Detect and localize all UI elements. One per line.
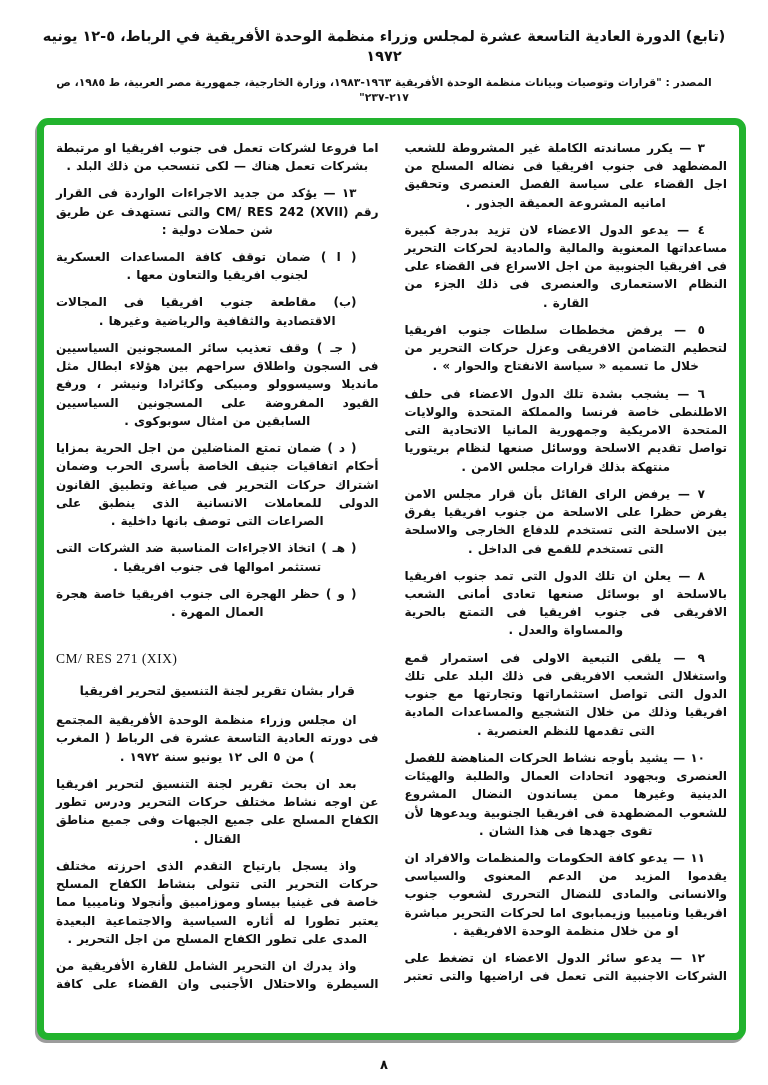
clause-8: ٨ — يعلن ان تلك الدول التى تمد جنوب افريقيا بالاسلحة او بوسائل صنعها تعادى أمانى الشعب الافريقى فى جنوب افريقيا فى التمتع بالحرية والمساواة والعدل .: [404, 568, 727, 638]
column-left: [56, 139, 379, 1017]
clause-10: ١٠ — يشيد بأوجه نشاط الحركات المناهضة للفصل العنصرى وبجهود اتحادات العمال والطلبة والهيئات الدينية وغيرها ممن يساندون النضال المشروع للشعوب المضطهدة فى افريقيا الجنوبية ويدعوها لأن تقوى جهدها فى هذا الشان .: [404, 750, 727, 838]
clause-13: ١٣ — يؤكد من جديد الاجراءات الواردة فى القرار رقم CM/ RES 242 (XVII) والتى تستهدف عن طريق شن حملات دولية :: [56, 186, 379, 237]
clause-11: ١١ — يدعو كافة الحكومات والمنظمات والافراد ان يقدموا المزيد من الدعم المعنوى والسياسى والانسانى والمادى للنضال التحررى لشعوب جنوب افريقيا وناميبيا وزيمبابوى اما لحركات التحرير مباشرة او من خلال منظمة الوحدة الافريقية .: [404, 851, 727, 938]
subclause-ha: ( هـ ) اتخاذ الاجراءات المناسبة ضد الشركات التى تستثمر اموالها فى جنوب افريقيا .: [56, 541, 357, 574]
session-title: (تابع) الدورة العادية التاسعة عشرة لمجلس وزراء منظمة الوحدة الأفريقية في الرباط، ٥-١٢ يونيه ١٩٧٢: [42, 29, 726, 66]
preamble-liberation-start: واذ يدرك ان التحرير الشامل للقارة الأفريقية من السيطرة والاحتلال الأجنبى وان القضاء على كافة: [56, 959, 379, 992]
page-footer: [0, 1054, 768, 1073]
clause-12-continuation: اما فروعا لشركات تعمل فى جنوب افريقيا او مرتبطة بشركات تعمل هناك — لكى تنسحب من ذلك البلد .: [56, 140, 379, 174]
preamble-council: ان مجلس وزراء منظمة الوحدة الأفريقية المجتمع فى دورته العادية التاسعة عشرة فى الرباط ( المغرب ) من ٥ الى ١٢ يونيو سنة ١٩٧٢ .: [56, 713, 379, 764]
clause-12-start: ١٢ — يدعو سائر الدول الاعضاء ان تضغط على الشركات الاجنبية التى تعمل فى اراضيها والتى تعتبر: [404, 951, 727, 984]
subclause-waw: ( و ) حظر الهجرة الى جنوب افريقيا خاصة هجرة العمال المهرة .: [56, 586, 357, 619]
clause-6: ٦ — يشجب بشدة تلك الدول الاعضاء فى حلف الاطلنطى خاصة فرنسا والمملكة المتحدة والولايات المتحدة الامريكية وجمهورية المانيا الاتحادية التى تواصل تقديم الاسلحة ووسائل صنعها لنظام بريتوريا منتهكة بذلك قرارات مجلس الامن .: [404, 386, 727, 474]
resolution-frame: [37, 118, 746, 1040]
clause-9: ٩ — يلقى التبعية الاولى فى استمرار قمع واستغلال الشعب الافريقى فى ذلك البلد على تلك الدول التى تواصل استثماراتها وتجارتها مع جنوب افريقيا وذلك من خلال التشجيع والمساعدات المادية التى تقدمها للنظم العنصرية .: [404, 650, 727, 738]
clause-7: ٧ — يرفض الراى القائل بأن قرار مجلس الامن يفرض حظرا على الاسلحة من جنوب افريقيا يفرق بين الاسلحة التى تستخدم للدفاع الخارجى والاسلحة التى تستخدم للقمع فى الداخل .: [404, 486, 727, 556]
resolution-code: CM/ RES 271 (XIX): [56, 651, 178, 667]
preamble-progress: واذ يسجل بارتياح التقدم الذى احرزته مختلف حركات التحرير التى تتولى بنشاط الكفاح المسلح خاصة فى غينيا بيساو وموزامبيق وأنجولا وناميبيا مما يعتبر تطورا له أثاره السياسية والاجتماعية البعيدة المدى على تطور الكفاح المسلح من اجل التحرير .: [56, 858, 379, 946]
clause-4: ٤ — يدعو الدول الاعضاء لان تزيد بدرجة كبيرة مساعداتها المعنوية والمالية والمادية لحركات التحرير فى افريقيا الجنوبية من اجل الاسراع فى القضاء على النظام الاستعمارى والعنصرى فى ذلك الجزء من القارة .: [404, 222, 727, 310]
subclause-ba: (ب) مقاطعة جنوب افريقيا فى المجالات الاقتصادية والثقافية والرياضية وغيرها .: [56, 295, 357, 328]
clause-5: ٥ — يرفض مخططات سلطات جنوب افريقيا لتحطيم التضامن الافريقى وعزل حركات التحرير من خلال ما تسميه « سياسة الانفتاح والحوار » .: [404, 322, 727, 374]
column-right: [405, 139, 728, 1017]
subclause-dal: ( د ) ضمان تمتع المناضلين من اجل الحرية بمزايا أحكام اتفاقيات جنيف الخاصة بأسرى الحرب وضمان اشتراك حركات التحرير فى صياغة وتطبيق القانون الدولى للمعاملات الانسانية الذى ينطبق على الصراعات التى توصف بانها داخلية .: [56, 441, 379, 529]
subclause-jim: ( جـ ) وقف تعذيب سائر المسجونين السياسيين فى السجون واطلاق سراحهم بين هؤلاء ابطال مثل مانديلا وسيسوولو ومبيكى وكائرادا ونيشر ، ورفع القيود المفروضة على المسجونين السياسيين السابقين من امثال سوبوكوى .: [56, 340, 379, 428]
resolution-title: قرار بشان تقرير لجنة التنسيق لتحرير افريقيا: [79, 683, 355, 699]
clause-3: ٣ — يكرر مساندته الكاملة غير المشروطة للشعب المضطهد فى جنوب افريقيا فى نضاله المسلح من اجل القضاء على سياسة الفصل العنصرى وتحقيق امانيه المشروعة العميقة الجذور .: [404, 140, 727, 210]
preamble-report: بعد ان بحث تقرير لجنة التنسيق لتحرير افريقيا عن اوجه نشاط مختلف حركات التحرير ودرس تطور الكفاح المسلح على جميع الجبهات وفى جميع مناطق القتال .: [56, 776, 379, 846]
page-number: ٨: [380, 1057, 388, 1073]
page-header: [0, 0, 768, 105]
source-citation: المصدر : "قرارات وتوصيات وبيانات منظمة الوحدة الأفريقية ١٩٦٣-١٩٨٣، وزارة الخارجية، جمهورية مصر العربية، ط ١٩٨٥، ص ٢١٧-٢٣٧": [56, 75, 712, 104]
subclause-alef: ( ا ) ضمان توقف كافة المساعدات العسكرية لجنوب افريقيا والتعاون معها .: [56, 249, 357, 283]
